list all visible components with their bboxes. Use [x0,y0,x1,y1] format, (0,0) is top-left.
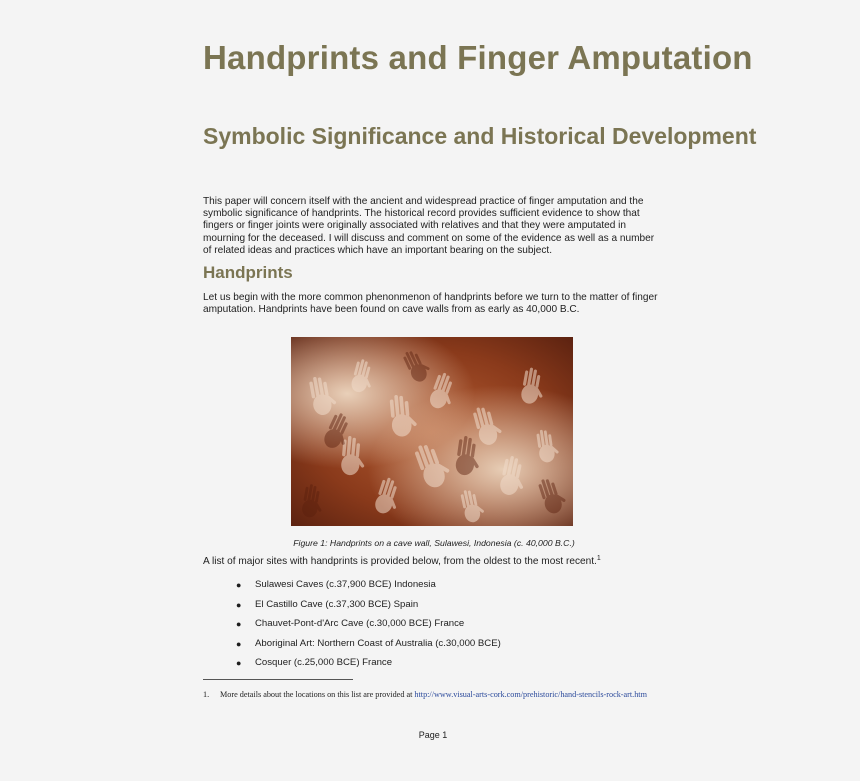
list-intro [203,556,673,568]
site-label: Sulawesi Caves (c.37,900 BCE) Indonesia [255,579,436,590]
intro-paragraph: This paper will concern itself with the ancient and widespread practice of finger amputation and the symbolic significance of handprints. The historical record provides sufficient evidence to show that fingers or finger joints were originally associated with relatives and that they were amputated in mourning for the deceased. I will discuss and comment on some of the evidence as well as a number of related ideas and practices which have an important bearing on the subject. [203,196,655,256]
footnote [203,689,663,700]
section-paragraph: Let us begin with the more common phenonmenon of handprints before we turn to the matter of finger amputation. Handprints have been found on cave walls from as early as 40,000 B.C. [203,292,658,316]
footnote-number: 1. [203,690,210,699]
handprints-illustration [291,337,573,526]
list-intro-text: A list of major sites with handprints is provided below, from the oldest to the most recent. [203,556,597,567]
cave-handprints-image [291,337,573,526]
document-title: Handprints and Finger Amputation [203,39,753,76]
list-item [236,656,501,676]
bullet: ● [236,619,242,630]
footnote-reference[interactable]: 1 [596,555,601,562]
bullet: ● [236,638,242,649]
list-item [236,578,501,598]
list-item [236,637,501,657]
sites-list [236,578,501,676]
bullet: ● [236,580,242,590]
list-item [236,598,501,618]
bullet: ● [236,599,242,610]
site-label: Cosquer (c.25,000 BCE) France [255,657,393,669]
document-subtitle: Symbolic Significance and Historical Development [203,123,757,149]
footnote-divider [203,679,353,680]
list-item [236,617,501,637]
bullet: ● [236,658,242,669]
footnote-link[interactable]: http://www.visual-arts-cork.com/prehistoric/hand-stencils-rock-art.htm [414,690,647,699]
site-label: El Castillo Cave (c.37,300 BCE) Spain [255,598,419,610]
figure-caption: Figure 1: Handprints on a cave wall, Sulawesi, Indonesia (c. 40,000 B.C.) [293,538,575,548]
site-label: Aboriginal Art: Northern Coast of Australia (c.30,000 BCE) [255,637,501,649]
site-label: Chauvet-Pont-d'Arc Cave (c.30,000 BCE) France [255,618,465,630]
section-heading-handprints: Handprints [203,263,293,282]
footnote-text: More details about the locations on this list are provided at [220,690,415,699]
footnote-body [203,689,663,700]
page-number: Page 1 [418,730,448,740]
